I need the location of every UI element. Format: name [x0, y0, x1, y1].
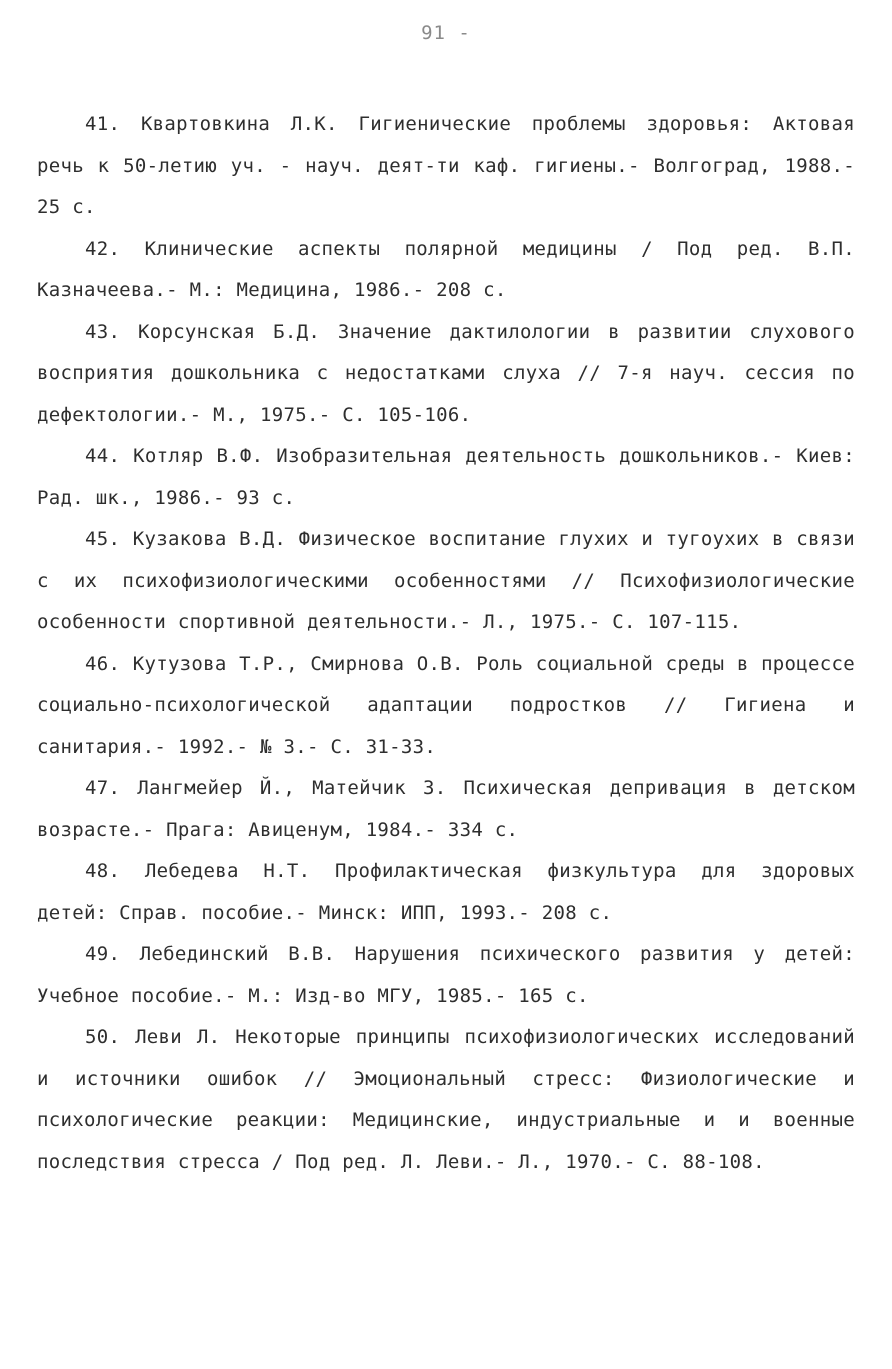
bibliography-entry-45: 45. Кузакова В.Д. Физическое воспитание глухих и тугоухих в связи с их психофизиологическими особенностями // Психофизиологические особенности спортивной деятельности.- Л., 1975.- С. 107-115. — [37, 528, 855, 633]
bibliography-entry-44: 44. Котляр В.Ф. Изобразительная деятельность дошкольников.- Киев: Рад. шк., 1986.- 93 с. — [37, 445, 855, 509]
page-number: 91 - — [421, 22, 471, 44]
bibliography-entry-41: 41. Квартовкина Л.К. Гигиенические проблемы здоровья: Актовая речь к 50-летию уч. - науч. деят-ти каф. гигиены.- Волгоград, 1988.- 25 с. — [37, 113, 855, 218]
bibliography-entry-47: 47. Лангмейер Й., Матейчик З. Психическая депривация в детском возрасте.- Прага: Авиценум, 1984.- 334 с. — [37, 777, 855, 841]
bibliography-entry-48: 48. Лебедева Н.Т. Профилактическая физкультура для здоровых детей: Справ. пособие.- Минск: ИПП, 1993.- 208 с. — [37, 860, 855, 924]
bibliography-entry-49: 49. Лебединский В.В. Нарушения психического развития у детей: Учебное пособие.- М.: Изд-во МГУ, 1985.- 165 с. — [37, 943, 855, 1007]
bibliography-entry-46: 46. Кутузова Т.Р., Смирнова О.В. Роль социальной среды в процессе социально-психологической адаптации подростков // Гигиена и санитария.- 1992.- № 3.- С. 31-33. — [37, 652, 855, 758]
bibliography-entry-42: 42. Клинические аспекты полярной медицины / Под ред. В.П. Казначеева.- М.: Медицина, 1986.- 208 с. — [37, 237, 855, 301]
bibliography-entry-50: 50. Леви Л. Некоторые принципы психофизиологических исследований и источники ошибок // Эмоциональный стресс: Физиологические и психологические реакции: Медицинские, индустриальные и и военные последствия стресса / Под ред. Л. Леви.- Л., 1970.- С. 88-108. — [37, 1026, 855, 1173]
bibliography-list — [37, 104, 855, 1183]
bibliography-entry-43: 43. Корсунская Б.Д. Значение дактилологии в развитии слухового восприятия дошкольника с недостатками слуха // 7-я науч. сессия по дефектологии.- М., 1975.- С. 105-106. — [37, 320, 855, 426]
